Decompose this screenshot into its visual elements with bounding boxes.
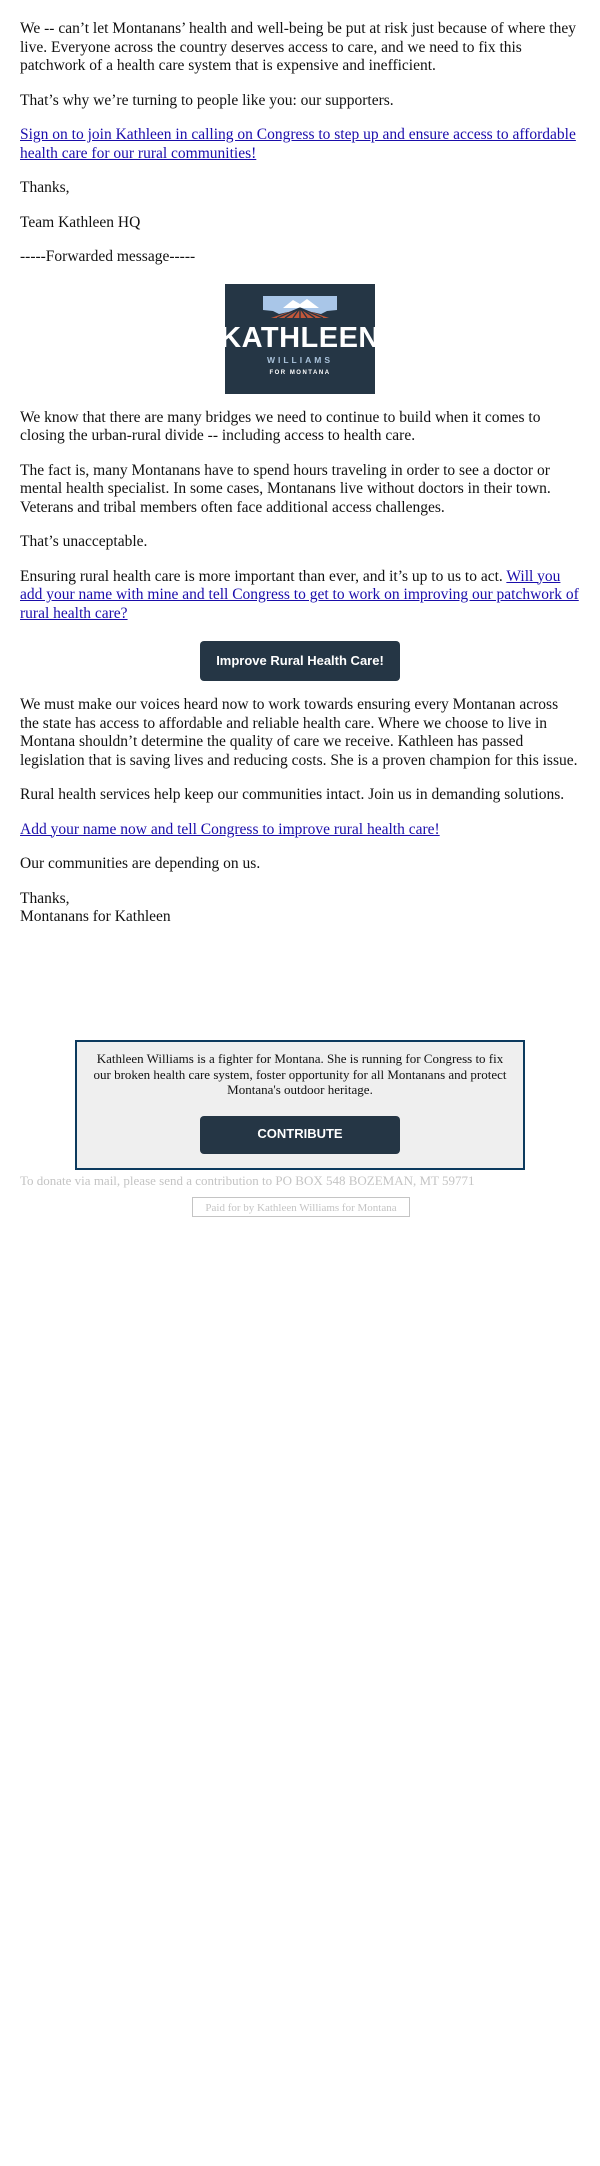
- thanks-text: Thanks,: [20, 179, 70, 196]
- contribute-box: [75, 1040, 525, 1170]
- closing-thanks: Thanks,: [20, 889, 70, 907]
- sign-on-link[interactable]: Sign on to join Kathleen in calling on Congress to step up and ensure access to affordable health care for our rural communities!: [20, 126, 576, 162]
- email-body: [0, 0, 600, 927]
- add-name-link[interactable]: Will you add your name with mine and tell Congress to get to work on improving our patchwork of rural health care?: [20, 567, 579, 622]
- voices-paragraph: We must make our voices heard now to work towards ensuring every Montanan across the state has access to affordable and reliable health care. Where we choose to live in Montana shouldn’t determine the quality of care we receive. Kathleen has passed legislation that is saving lives and reducing costs. She is a proven champion for this issue.: [20, 696, 578, 769]
- improve-health-care-link[interactable]: Add your name now and tell Congress to improve rural health care!: [20, 820, 440, 838]
- travel-paragraph: The fact is, many Montanans have to spend hours traveling in order to see a doctor or mental health specialist. In some cases, Montanans live without doctors in their town. Veterans and tribal members often face additional access challenges.: [20, 461, 551, 516]
- team-signature: Team Kathleen HQ: [20, 213, 141, 231]
- supporters-paragraph: That’s why we’re turning to people like you: our supporters.: [20, 91, 394, 109]
- bridges-paragraph: We know that there are many bridges we need to continue to build when it comes to closing the urban-rural divide -- including access to health care.: [20, 408, 541, 444]
- improve-rural-health-care-button[interactable]: Improve Rural Health Care!: [200, 641, 400, 681]
- kathleen-williams-logo: [220, 284, 380, 394]
- paid-for-disclaimer: Paid for by Kathleen Williams for Montana: [192, 1197, 410, 1217]
- communities-paragraph: Our communities are depending on us.: [20, 855, 261, 872]
- intro-paragraph: We -- can’t let Montanans’ health and well-being be put at risk just because of where they live. Everyone across the country deserves access to care, and we need to fix this patchwork of a health care system that is expensive and inefficient.: [20, 20, 576, 74]
- rural-services-paragraph: Rural health services help keep our communities intact. Join us in demanding solutions.: [20, 786, 565, 803]
- ensuring-paragraph: Ensuring rural health care is more important than ever, and it’s up to us to act. Will you add your name with mine and tell Congress to get to work on improving our patchwork of rural health care?: [20, 567, 579, 622]
- montana-mountain-icon: [257, 294, 343, 320]
- unacceptable-text: That’s unacceptable.: [20, 533, 148, 550]
- closing-signature: Montanans for Kathleen: [20, 908, 171, 925]
- candidate-blurb: Kathleen Williams is a fighter for Montana. She is running for Congress to fix our broken health care system, foster opportunity for all Montanans and protect Montana's outdoor heritage.: [93, 1051, 507, 1097]
- logo-state: FOR MONTANA: [269, 369, 331, 376]
- logo-name: KATHLEEN: [220, 321, 380, 354]
- mail-donation-note: To donate via mail, please send a contribution to PO BOX 548 BOZEMAN, MT 59771: [20, 1173, 475, 1188]
- forwarded-divider: -----Forwarded message-----: [20, 248, 196, 265]
- logo-surname: WILLIAMS: [266, 354, 334, 365]
- contribute-button[interactable]: CONTRIBUTE: [200, 1116, 400, 1154]
